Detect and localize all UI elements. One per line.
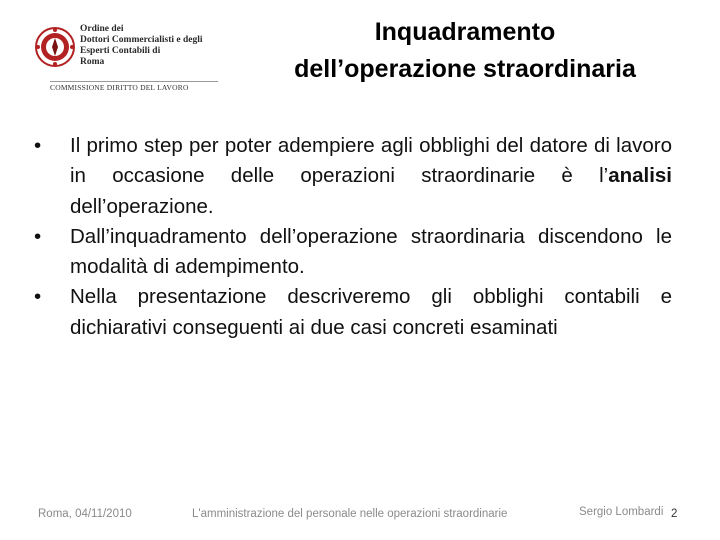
commission-name: COMMISSIONE DIRITTO DEL LAVORO — [50, 83, 189, 92]
bullet-text-part: dell’operazione. — [70, 194, 214, 218]
bullet-item — [34, 131, 672, 222]
logo-divider — [50, 81, 218, 82]
bullet-marker: • — [34, 134, 42, 157]
slide-title-line-2: dell’operazione straordinaria — [294, 55, 636, 83]
order-name-line: Dottori Commercialisti e degli — [80, 35, 203, 45]
bullet-marker: • — [34, 285, 42, 309]
bullet-marker: • — [34, 224, 42, 248]
page-number: 2 — [671, 508, 678, 520]
bullet-text-part: Il primo step per poter adempiere agli obblighi del datore di lavoro in occasione delle operazioni straordinarie è l’ — [70, 134, 672, 188]
bullet-item — [34, 222, 672, 283]
bullet-emphasis: analisi — [608, 164, 672, 188]
order-logo — [30, 20, 220, 92]
bullet-text — [70, 134, 672, 218]
order-name-line: Esperti Contabili di — [80, 46, 161, 56]
bullet-text: Nella presentazione descriveremo gli obblighi contabili e dichiarativi conseguenti ai due casi concreti esaminati — [70, 285, 672, 339]
order-name-line: Roma — [80, 57, 105, 67]
footer-author: Sergio Lombardi — [579, 506, 664, 518]
footer-date: Roma, 04/11/2010 — [38, 508, 132, 520]
bullet-text: Dall’inquadramento dell’operazione straordinaria discendono le modalità di adempimento. — [70, 224, 672, 279]
order-seal-icon — [34, 26, 76, 68]
order-name — [80, 24, 203, 68]
bullet-list — [34, 131, 672, 343]
bullet-item — [34, 282, 672, 343]
order-name-line: Ordine dei — [80, 24, 124, 34]
slide-title — [235, 14, 695, 88]
slide-title-line-1: Inquadramento — [374, 18, 556, 46]
footer-title: L'amministrazione del personale nelle operazioni straordinarie — [192, 508, 508, 520]
